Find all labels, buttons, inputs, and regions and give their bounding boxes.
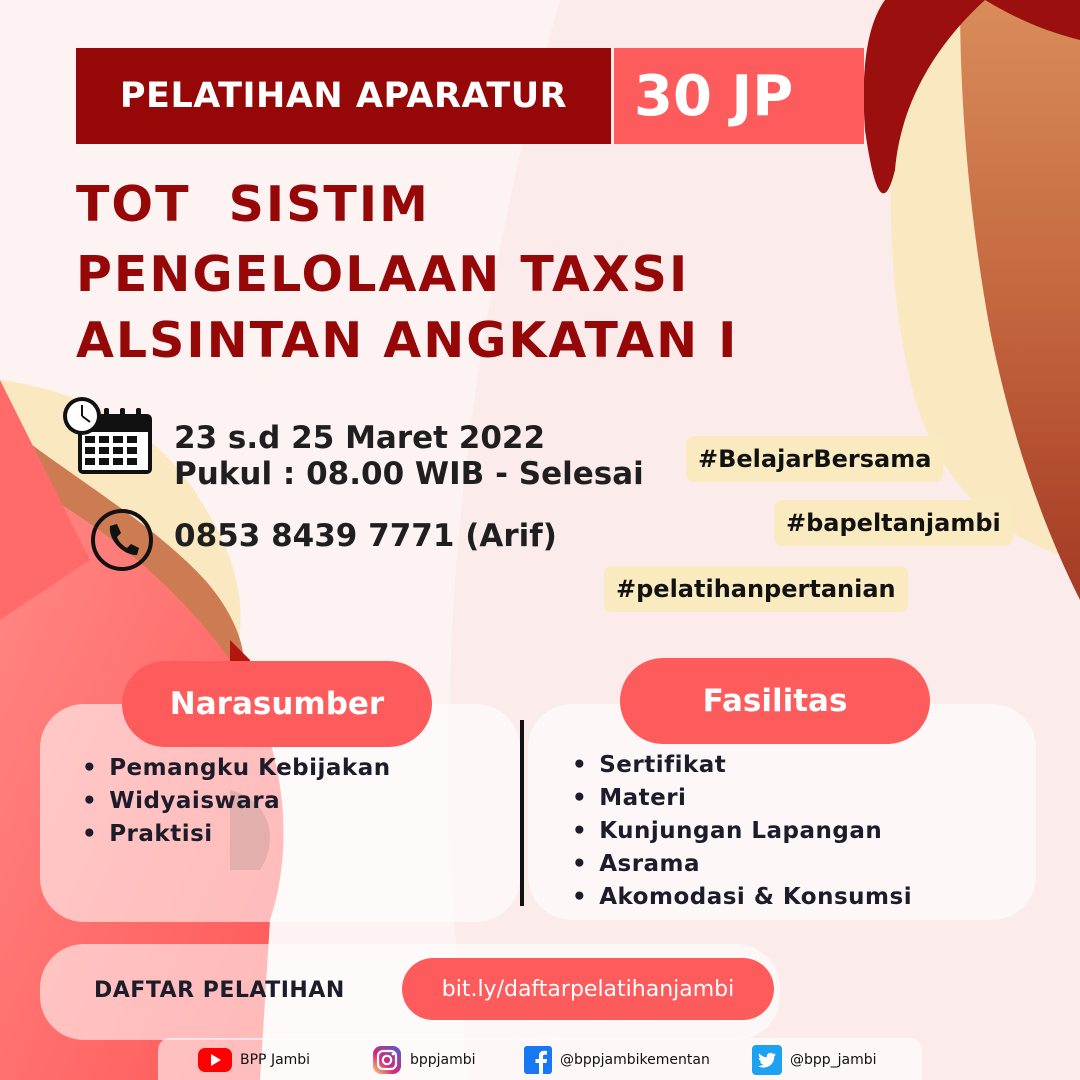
twitter-icon <box>752 1045 782 1075</box>
list-item: • Asrama <box>572 848 912 881</box>
social-handle: @bppjambikementan <box>560 1052 710 1068</box>
divider <box>520 720 524 906</box>
registration-label: DAFTAR PELATIHAN <box>94 978 345 1003</box>
list-item: • Materi <box>572 782 912 815</box>
fasilitas-list <box>572 749 912 914</box>
hashtag-bapeltanjambi: #bapeltanjambi <box>774 500 1013 546</box>
social-handle: BPP Jambi <box>240 1052 311 1068</box>
title-line-1: TOT SISTIM <box>76 176 430 233</box>
instagram-icon <box>372 1045 402 1075</box>
contact-phone: 0853 8439 7771 (Arif) <box>174 518 557 554</box>
list-item: • Praktisi <box>82 818 391 851</box>
calendar-clock-icon <box>62 396 154 478</box>
social-handle: bppjambi <box>410 1052 476 1068</box>
hashtag-pelatihan-pertanian: #pelatihanpertanian <box>604 566 908 612</box>
title-line-2: PENGELOLAAN TAXSI <box>76 246 690 303</box>
social-handle: @bpp_jambi <box>790 1052 877 1068</box>
hours-badge: 30 JP <box>614 48 864 144</box>
narasumber-list <box>82 752 391 851</box>
training-type-banner: PELATIHAN APARATUR <box>76 48 611 144</box>
social-facebook[interactable] <box>524 1046 710 1074</box>
phone-icon <box>90 508 154 572</box>
list-item: • Pemangku Kebijakan <box>82 752 391 785</box>
narasumber-heading: Narasumber <box>122 661 432 747</box>
social-youtube[interactable] <box>198 1046 310 1074</box>
fasilitas-heading: Fasilitas <box>620 658 930 744</box>
event-time: Pukul : 08.00 WIB - Selesai <box>174 456 644 492</box>
social-instagram[interactable] <box>372 1046 476 1074</box>
event-date: 23 s.d 25 Maret 2022 <box>174 420 546 456</box>
list-item: • Widyaiswara <box>82 785 391 818</box>
list-item: • Sertifikat <box>572 749 912 782</box>
facebook-icon <box>524 1046 552 1074</box>
list-item: • Kunjungan Lapangan <box>572 815 912 848</box>
registration-link[interactable]: bit.ly/daftarpelatihanjambi <box>402 958 774 1020</box>
social-twitter[interactable] <box>752 1046 877 1074</box>
title-line-3: ALSINTAN ANGKATAN I <box>76 312 739 369</box>
youtube-icon <box>198 1048 232 1072</box>
hashtag-belajar-bersama: #BelajarBersama <box>686 436 943 482</box>
list-item: • Akomodasi & Konsumsi <box>572 881 912 914</box>
